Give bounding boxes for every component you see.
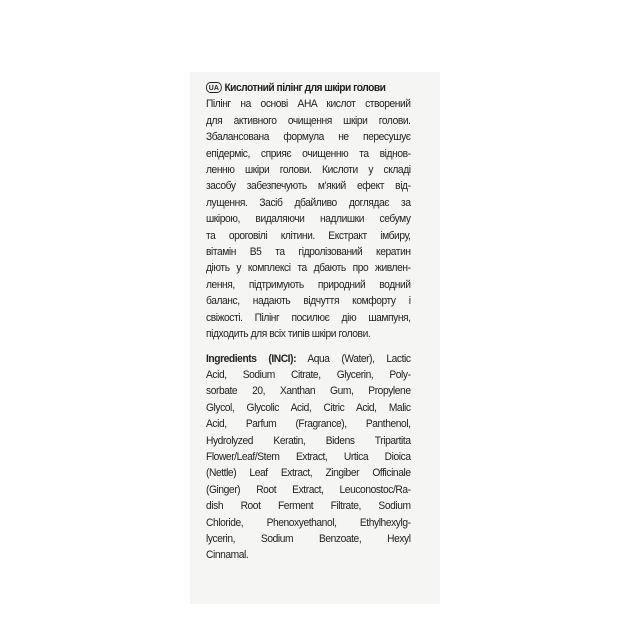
ingredients-line: (Ginger) Root Extract, Leuconostoc/Ra- [206,483,411,496]
ingredients-list [206,351,411,564]
ingredients-heading: Ingredients (INCI): [206,352,297,365]
product-title: Кислотний пілінг для шкіри голови [224,82,386,94]
description-line: баланс, надають відчуття комфорту і [206,295,411,308]
description-line: лення, підтримують природний водний [206,278,411,291]
ingredients-line: lycerin, Sodium Benzoate, Hexyl [206,532,411,545]
description-line: вітамін B5 та гідролізований кератин [206,246,411,259]
description-line: засобу забезпечують м'який ефект від- [206,180,411,193]
description-line: для активного очищення шкіри голови. [206,114,411,127]
description-line: підходить для всіх типів шкіри голови. [206,328,371,341]
description-line: Збалансована формула не пересушує [206,131,411,144]
description-line: Пілінг на основі AHA кислот створений [206,98,411,111]
ingredients-line: Flower/Leaf/Stem Extract, Urtica Dioica [206,450,411,463]
description-line: шкірою, видаляючи надлишки себуму [206,213,411,226]
ingredients-line: Cinnamal. [206,549,249,562]
description-line: лущення. Засіб дбайливо доглядає за [206,196,411,209]
product-description [206,96,411,342]
ingredients-line: Acid, Parfum (Fragrance), Panthenol, [206,418,411,431]
description-line: свіжості. Пілінг посилює дію шампуня, [206,311,411,324]
ingredients-line: Hydrolyzed Keratin, Bidens Tripartita [206,434,411,447]
product-label-text [206,80,411,564]
description-line: діють у комплексі та дбають про живлен- [206,262,411,275]
ingredients-line [206,351,411,367]
description-line: епідерміс, сприяє очищенню та віднов- [206,147,411,160]
ingredients-line: (Nettle) Leaf Extract, Zingiber Officinale [206,467,411,480]
ingredients-line: Chloride, Phenoxyethanol, Ethylhexylg- [206,516,411,529]
ingredients-line: dish Root Ferment Filtrate, Sodium [206,500,411,513]
ingredients-line: Glycol, Glycolic Acid, Citric Acid, Malic [206,401,411,414]
label-heading [206,80,411,96]
ingredients-text: Aqua (Water), Lactic [296,352,411,365]
ingredients-line: sorbate 20, Xanthan Gum, Propylene [206,385,411,398]
description-line: та ороговілі клітини. Екстракт імбиру, [206,229,411,242]
ingredients-line: Acid, Sodium Citrate, Glycerin, Poly- [206,368,411,381]
description-line: ленню шкіри голови. Кислоти у складі [206,164,411,177]
language-badge: UA [206,82,222,93]
